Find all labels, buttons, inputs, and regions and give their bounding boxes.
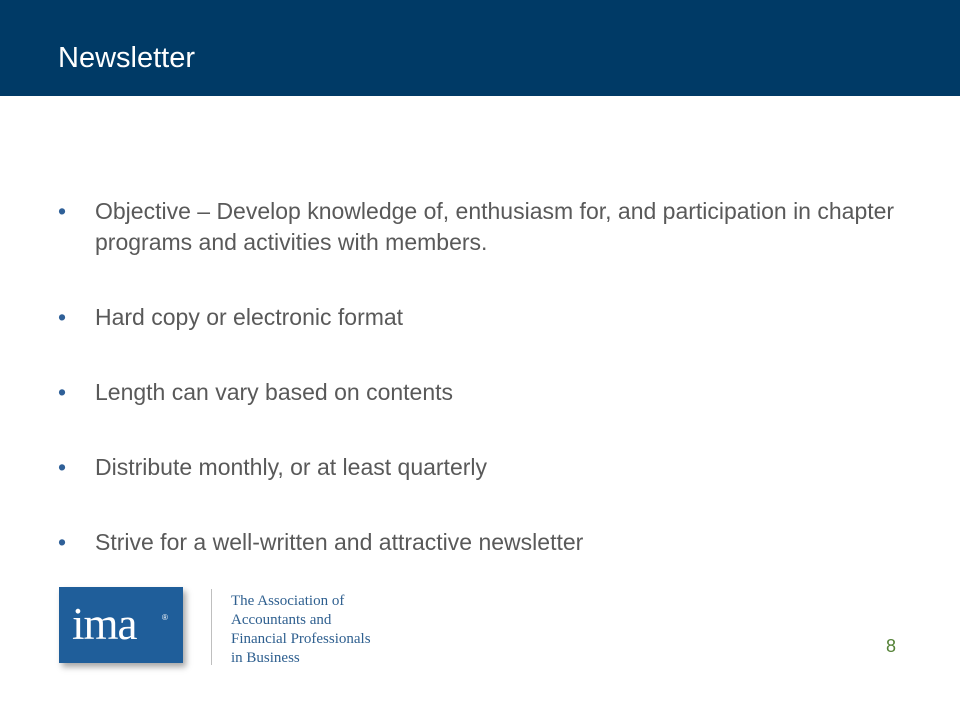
bullet-dot-icon: • bbox=[58, 454, 67, 480]
tagline-line: Financial Professionals bbox=[231, 631, 371, 647]
logo-wordmark: ima bbox=[72, 599, 137, 649]
slide-title: Newsletter bbox=[58, 42, 195, 74]
title-bar bbox=[0, 0, 960, 96]
bullet-text: Hard copy or electronic format bbox=[95, 304, 404, 330]
bullet-dot-icon: • bbox=[58, 379, 67, 405]
bullet-item bbox=[58, 196, 908, 258]
bullet-item bbox=[58, 377, 908, 408]
bullet-list bbox=[58, 196, 908, 602]
registered-mark: ® bbox=[162, 613, 168, 622]
bullet-text: Strive for a well-written and attractive newsletter bbox=[95, 529, 584, 555]
bullet-text: Length can vary based on contents bbox=[95, 379, 454, 405]
bullet-text: Objective – Develop knowledge of, enthusiasm for, and participation in chapter programs and activities with members. bbox=[95, 198, 895, 255]
page-number: 8 bbox=[886, 636, 897, 656]
bullet-item bbox=[58, 452, 908, 483]
logo-tagline bbox=[231, 592, 431, 668]
bullet-item bbox=[58, 527, 908, 558]
tagline-line: in Business bbox=[231, 650, 300, 666]
bullet-dot-icon: • bbox=[58, 304, 67, 330]
ima-logo bbox=[59, 587, 183, 663]
logo-divider bbox=[211, 589, 212, 665]
bullet-text: Distribute monthly, or at least quarterly bbox=[95, 454, 488, 480]
bullet-item bbox=[58, 302, 908, 333]
bullet-dot-icon: • bbox=[58, 529, 67, 555]
tagline-line: The Association of bbox=[231, 593, 345, 609]
tagline-line: Accountants and bbox=[231, 612, 332, 628]
bullet-dot-icon: • bbox=[58, 198, 67, 224]
